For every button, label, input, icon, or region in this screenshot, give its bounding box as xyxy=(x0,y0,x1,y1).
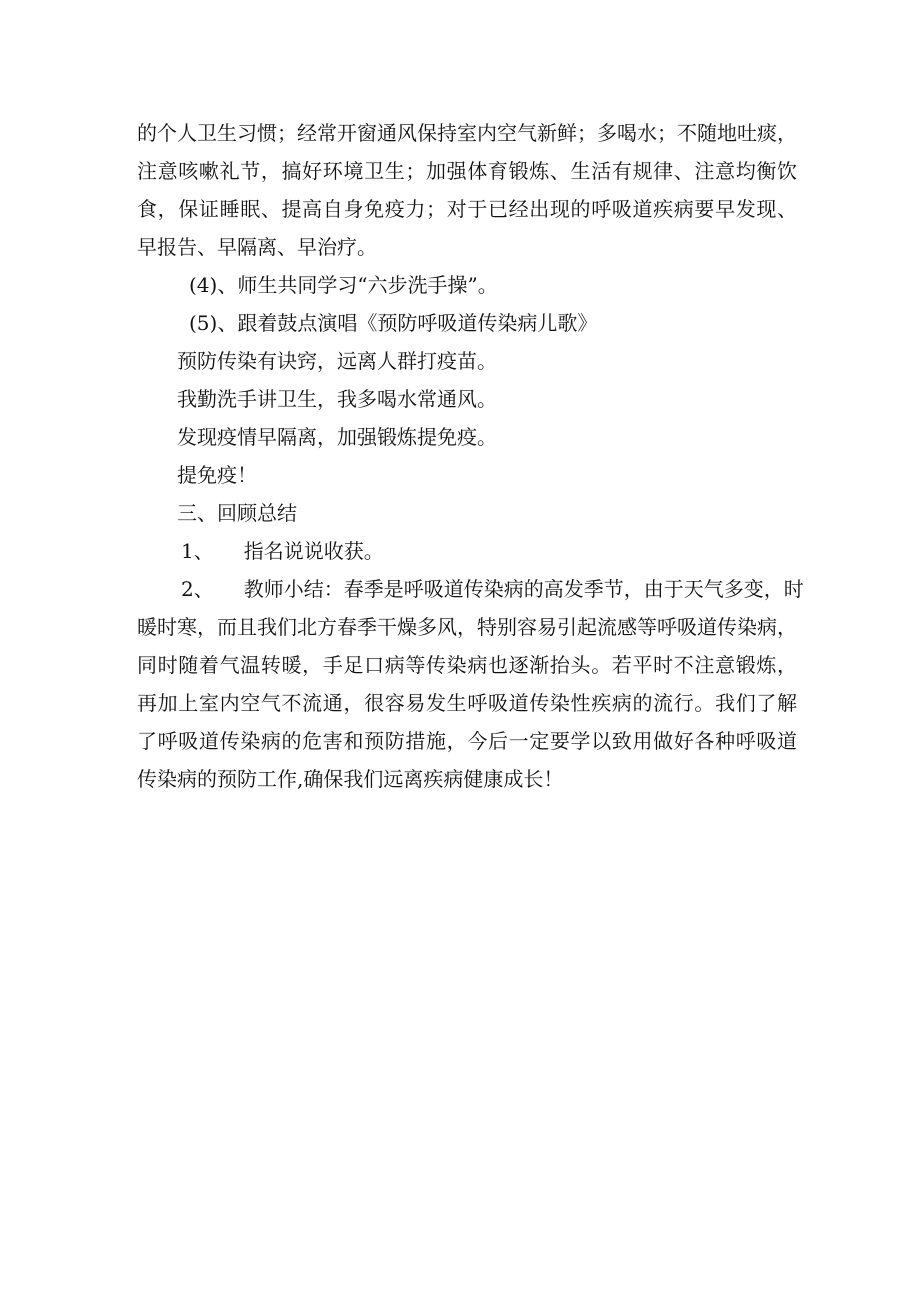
section-heading: 三、回顾总结 xyxy=(177,501,297,525)
point-2-line-6: 传染病的预防工作,确保我们远离疾病健康成长！ xyxy=(137,767,564,791)
song-line-3: 发现疫情早隔离，加强锻炼提免疫。 xyxy=(177,425,497,449)
document-body xyxy=(137,114,804,798)
point-2-text-1: 教师小结：春季是呼吸道传染病的高发季节，由于天气多变，时 xyxy=(243,577,804,601)
song-line-4: 提免疫！ xyxy=(177,463,257,487)
point-1 xyxy=(137,532,797,570)
song-line-2: 我勤洗手讲卫生，我多喝水常通风。 xyxy=(177,387,497,411)
song-line-1: 预防传染有诀窍，远离人群打疫苗。 xyxy=(177,349,497,373)
point-1-text: 指名说说收获。 xyxy=(243,539,384,563)
item-5: (5)、跟着鼓点演唱《预防呼吸道传染病儿歌》 xyxy=(189,311,598,335)
point-2-line-2: 暖时寒，而且我们北方春季干燥多风，特别容易引起流感等呼吸道传染病， xyxy=(137,615,797,639)
point-2-first-line xyxy=(137,570,804,608)
point-1-number: 1、 xyxy=(181,539,214,563)
paragraph-line-2: 注意咳嗽礼节，搞好环境卫生；加强体育锻炼、生活有规律、注意均衡饮 xyxy=(137,159,797,183)
item-4: (4)、师生共同学习“六步洗手操”。 xyxy=(189,273,498,297)
point-2-line-5: 了呼吸道传染病的危害和预防措施，今后一定要学以致用做好各种呼吸道 xyxy=(137,729,797,753)
point-2-line-4: 再加上室内空气不流通，很容易发生呼吸道传染性疾病的流行。我们了解 xyxy=(137,691,797,715)
point-2-number: 2、 xyxy=(181,577,214,601)
paragraph-line-3: 食，保证睡眠、提高自身免疫力；对于已经出现的呼吸道疾病要早发现、 xyxy=(137,197,797,221)
paragraph-line-4: 早报告、早隔离、早治疗。 xyxy=(137,235,377,259)
paragraph-line-1: 的个人卫生习惯；经常开窗通风保持室内空气新鲜；多喝水；不随地吐痰， xyxy=(137,121,797,145)
point-2-line-3: 同时随着气温转暖，手足口病等传染病也逐渐抬头。若平时不注意锻炼， xyxy=(137,653,797,677)
